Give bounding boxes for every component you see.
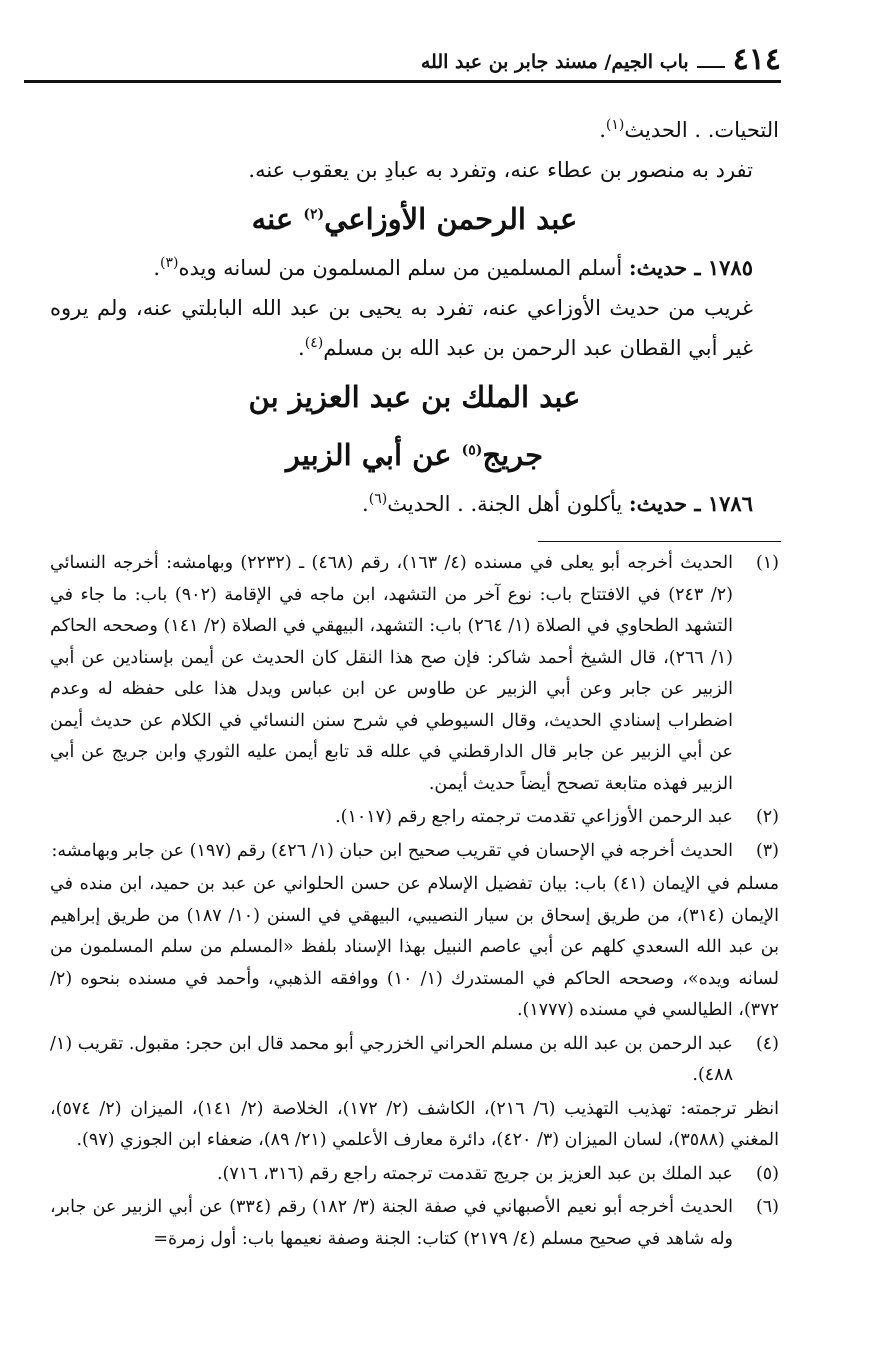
section-heading-ibn-jurayj-line2: جريج$^{(٥)}$ عن أبي الزبير <box>285 438 544 472</box>
hadith-number-label: ١٧٨٦ ـ حديث: <box>628 491 753 516</box>
footnote-3-continuation: مسلم في الإيمان (٤١) باب: بيان تفضيل الإسلام عن حسن الحلواني عن عبد بن حميد، ابن منده في الإيمان (٣١٤)، من طريق إسحاق بن سيار النصيبي، البيهقي في السنن (١٠/ ١٨٧) من طريق إبراهيم بن عبد الله السعدي كلهم عن أبي عاصم النبيل بهذا الإسناد بلفظ «المسلم من سلم المسلمون من لسانه ويده»، وصححه الحاكم في المستدرك (١/ ١٠) ووافقه الذهبي، وأحمد في مسنده بنحوه (٢/ ٣٧٢)، الطيالسي في مسنده (١٧٧٧). <box>50 874 779 1020</box>
footnote-3 <box>50 836 779 868</box>
header-rule <box>24 80 781 83</box>
footnote-5 <box>50 1159 779 1191</box>
footnote-text: الحديث أخرجه أبو نعيم الأصبهاني في صفة الجنة (٣/ ١٨٢) رقم (٣٣٤) عن أبي الزبير عن جابر، وله شاهد في صحيح مسلم (٤/ ٢١٧٩) كتاب: الجنة وصفة نعيمها باب: أول زمرة= <box>50 1197 733 1249</box>
footnotes <box>50 548 779 1257</box>
footnote-6 <box>50 1192 779 1255</box>
footnote-ref-2[interactable]: (٢) <box>303 206 325 223</box>
footnote-ref-5[interactable]: (٥) <box>461 442 483 459</box>
footnote-number: (٢) <box>755 807 779 827</box>
main-text <box>50 110 779 524</box>
footnote-4-continuation: انظر ترجمته: تهذيب التهذيب (٦/ ٢١٦)، الكاشف (٢/ ١٧٢)، الخلاصة (٢/ ١٤١)، الميزان (٢/ ٥٧٤)، المغني (٣٥٨٨)، لسان الميزان (٣/ ٤٢٠)، دائرة معارف الأعلمي (٢١/ ٨٩)، ضعفاء ابن الجوزي (٩٧). <box>50 1098 779 1150</box>
page-header <box>24 36 781 80</box>
footnote-text: الحديث أخرجه في الإحسان في تقريب صحيح ابن حبان (١/ ٤٢٦) رقم (١٩٧) عن جابر وبهامشه: <box>51 840 733 861</box>
paragraph-tafarrada-mansur: تفرد به منصور بن عطاء عنه، وتفرد به عبادِ بن يعقوب عنه. <box>248 158 753 182</box>
footnote-separator <box>538 541 781 542</box>
footnote-ref-1[interactable]: (١) <box>605 117 625 133</box>
running-title: باب الجيم/ مسند جابر بن عبد الله <box>420 51 689 73</box>
footnote-text: عبد الرحمن الأوزاعي تقدمت ترجمته راجع رقم (١٠١٧). <box>335 807 733 827</box>
footnote-number: (٥) <box>755 1163 779 1184</box>
footnote-text: الحديث أخرجه أبو يعلى في مسنده (٤/ ١٦٣)، رقم (٤٦٨) ـ (٢٢٣٢) وبهامشه: أخرجه النسائي (٢/ ٢٤٣) في الافتتاح باب: نوع آخر من التشهد، ابن ماجه في الإقامة (٩٠٢) باب: ما جاء في التشهد الطحاوي في الصلاة (١/ ٢٦٤) باب: التشهد، البيهقي في الصلاة (٢/ ١٤١) وصححه الحاكم (١/ ٢٦٦)، قال الشيخ أحمد شاكر: فإن صح هذا النقل كان الحديث عن أيمن بإسنادين عن أبي الزبير عن جابر وعن أبي الزبير عن طاوس عن ابن عباس ويدل هذا على حفظه له وعدم اضطراب إسنادي الحديث، وقال السيوطي في شرح سنن النسائي في الكلام عن حديث أيمن عن أبي الزبير عن جابر قال الدارقطني في علله قد تابع أيمن عليه الثوري وابن جريج عن أبي الزبير فهذه متابعة تصحح أيضاً حديث أيمن. <box>50 553 733 794</box>
footnote-text: عبد الملك بن عبد العزيز بن جريج تقدمت ترجمته راجع رقم (٣١٦، ٧١٦). <box>216 1163 733 1184</box>
footnote-4 <box>50 1029 779 1092</box>
footnote-2 <box>50 802 779 834</box>
footnote-1 <box>50 548 779 800</box>
footnote-number: (٦) <box>755 1197 779 1217</box>
footnote-text: عبد الرحمن بن عبد الله بن مسلم الحراني الخزرجي أبو محمد قال ابن حجر: مقبول. تقريب (١/ ٤٨٨). <box>50 1033 733 1085</box>
footnote-number: (٣) <box>755 840 779 861</box>
footnote-ref-4[interactable]: (٤) <box>304 335 324 351</box>
section-heading-ibn-jurayj-line1: عبد الملك بن عبد العزيز بن <box>248 380 581 414</box>
header-dash <box>697 66 725 68</box>
paragraph-tahiyyat: التحيات. . الحديث$^{(١)}$. <box>599 117 779 142</box>
footnote-number: (٤) <box>755 1033 779 1054</box>
hadith-number-label: ١٧٨٥ ـ حديث: <box>628 255 753 280</box>
footnote-ref-6[interactable]: (٦) <box>368 491 388 507</box>
footnote-ref-3[interactable]: (٣) <box>160 255 179 271</box>
section-heading-awzai: عبد الرحمن الأوزاعي$^{(٢)}$ عنه <box>251 202 578 236</box>
paragraph-gharib: غريب من حديث الأوزاعي عنه، تفرد به يحيى بن عبد الله البابلتي عنه، ولم يروه غير أبي القطان عبد الرحمن بن عبد الله بن مسلم$^{(٤)}$. <box>50 296 753 360</box>
hadith-1785: ١٧٨٥ ـ حديث: أسلم المسلمين من سلم المسلمون من لسانه ويده$^{(٣)}$. <box>153 255 753 280</box>
hadith-1786: ١٧٨٦ ـ حديث: يأكلون أهل الجنة. . الحديث$^{(٦)}$. <box>362 491 753 516</box>
footnote-number: (١) <box>755 553 779 573</box>
page-number: ٤١٤ <box>732 42 781 77</box>
